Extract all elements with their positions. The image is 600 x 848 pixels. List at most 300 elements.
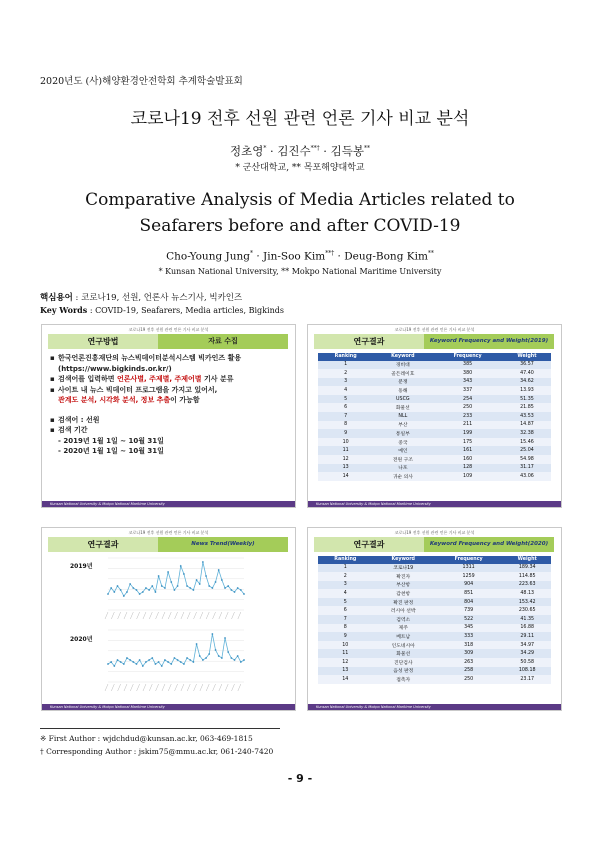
table-cell: 54.98 <box>503 455 551 464</box>
data-point <box>199 655 201 657</box>
table-cell: 확진 판정 <box>373 598 434 607</box>
table-cell: 199 <box>432 429 502 438</box>
table-cell: 예인 <box>373 446 432 455</box>
x-tick-label <box>130 684 133 691</box>
data-point <box>164 587 166 589</box>
x-tick-label <box>118 684 121 691</box>
table-cell: 감천항 <box>373 589 434 598</box>
table-cell: 1259 <box>434 572 504 581</box>
table-cell: 23.17 <box>503 675 551 684</box>
x-tick-label <box>137 612 140 619</box>
table-cell: 베트남 <box>373 632 434 641</box>
table-row <box>318 421 551 430</box>
table-row <box>318 667 551 676</box>
bullet-text: 검색 기간 <box>58 426 88 434</box>
table-cell: 3 <box>318 378 373 387</box>
data-point <box>117 659 119 661</box>
table-cell: 10 <box>318 438 373 447</box>
table-cell: 128 <box>432 464 502 473</box>
table-header-cell: Weight <box>503 353 551 361</box>
author-sep: · <box>266 144 278 158</box>
data-point <box>211 633 213 635</box>
data-point <box>113 665 115 667</box>
slide-title: 코로나19 전후 선원 관련 언론 기사 비교 분석 <box>394 327 475 332</box>
x-tick-label <box>156 612 159 619</box>
table-cell: 34.62 <box>503 378 551 387</box>
data-point <box>158 661 160 663</box>
slide-footer: Kunsan National University & Mokpo National Maritime University <box>42 501 296 507</box>
data-point <box>120 661 122 663</box>
data-point <box>148 659 150 661</box>
table-cell: 9 <box>318 632 373 641</box>
table-row <box>318 464 551 473</box>
data-point <box>136 663 138 665</box>
footnote-first-author: ※ First Author : wjdchdud@kunsan.ac.kr, 063-469-1815 <box>40 734 253 743</box>
table-cell: 47.40 <box>503 369 551 378</box>
data-point <box>161 585 163 587</box>
author-sep: · <box>334 250 345 263</box>
author-1-mark: * <box>263 145 267 153</box>
data-point <box>227 585 229 587</box>
table-row <box>318 386 551 395</box>
table-cell: 380 <box>432 369 502 378</box>
bullet-item <box>50 385 290 406</box>
table-cell: 21.85 <box>503 403 551 412</box>
table-cell: 337 <box>432 386 502 395</box>
table-cell: 25.04 <box>503 446 551 455</box>
table-row <box>318 564 551 573</box>
data-point <box>189 587 191 589</box>
author-sep: · <box>319 144 331 158</box>
data-point <box>117 585 119 587</box>
trend-label-2019: 2019년 <box>70 563 93 570</box>
table-cell: 화물선 <box>373 403 432 412</box>
table-cell: 14.87 <box>503 421 551 430</box>
table-cell: 50.58 <box>503 658 551 667</box>
data-point <box>174 657 176 659</box>
x-tick-label <box>149 684 152 691</box>
table-cell: 1 <box>318 564 373 573</box>
data-point <box>123 595 125 597</box>
table-cell: 골든레이호 <box>373 369 432 378</box>
slide-header-right: 자료 수집 <box>158 334 288 349</box>
table-cell: 5 <box>318 395 373 404</box>
x-tick-label <box>200 612 203 619</box>
bullet-text: 한국언론진흥재단의 뉴스빅데이터분석시스템 빅카인즈 활용 <box>58 354 242 362</box>
table-cell: 3 <box>318 581 373 590</box>
author-3-mark: ** <box>363 145 370 153</box>
table-cell: 51.35 <box>503 395 551 404</box>
bullet-text: 검색어 : 선원 <box>58 415 100 424</box>
data-point <box>240 589 242 591</box>
data-point <box>227 651 229 653</box>
slide-header-right: Keyword Frequency and Weight(2020) <box>424 537 554 552</box>
table-cell: 화물선 <box>373 649 434 658</box>
bullet-item <box>50 425 290 436</box>
conference-header: 2020년도 (사)해양환경안전학회 추계학술발표회 <box>40 76 243 87</box>
data-point <box>126 591 128 593</box>
table-cell: 153.42 <box>503 598 551 607</box>
x-tick-label <box>175 684 178 691</box>
korean-affiliation: * 군산대학교, ** 목포해양대학교 <box>235 163 365 173</box>
table-cell: 중국 <box>373 438 432 447</box>
data-point <box>192 589 194 591</box>
data-point <box>234 659 236 661</box>
table-cell: 211 <box>432 421 502 430</box>
bullet-text: 기사 분류 <box>201 375 234 383</box>
bullet-text: 이 가능함 <box>170 396 200 404</box>
data-point <box>120 589 122 591</box>
table-cell: 부산항 <box>373 581 434 590</box>
table-cell: 48.13 <box>503 589 551 598</box>
x-tick-label <box>187 612 190 619</box>
data-point <box>167 661 169 663</box>
x-tick-label <box>181 684 184 691</box>
keywords-label: 핵심용어 <box>40 293 73 303</box>
table-cell: 13 <box>318 464 373 473</box>
data-point <box>142 591 144 593</box>
table-cell: 러시아 선박 <box>373 606 434 615</box>
table-cell: 851 <box>434 589 504 598</box>
table-cell: 12 <box>318 455 373 464</box>
table-cell: 13 <box>318 667 373 676</box>
table-row <box>318 438 551 447</box>
data-point <box>224 637 226 639</box>
data-point <box>196 643 198 645</box>
table-cell: 263 <box>434 658 504 667</box>
x-tick-label <box>238 684 241 691</box>
table-cell: 8 <box>318 624 373 633</box>
author-2-mark: **† <box>325 250 335 257</box>
data-point <box>237 655 239 657</box>
slide-footer: Kunsan National University & Mokpo National Maritime University <box>308 704 562 710</box>
x-tick-label <box>175 612 178 619</box>
table-cell: 34.29 <box>503 649 551 658</box>
english-affiliation: * Kunsan National University, ** Mokpo National Maritime University <box>158 267 442 276</box>
data-point <box>129 583 131 585</box>
data-point <box>186 657 188 659</box>
period-2019: - 2019년 1월 1일 ~ 10월 31일 <box>58 436 164 445</box>
data-point <box>151 585 153 587</box>
bullet-text: 사이트 내 뉴스 빅데이터 프로그램을 가지고 있어서, <box>58 385 218 394</box>
keywords-label: Key Words <box>40 305 88 315</box>
data-point <box>221 579 223 581</box>
table-cell: 175 <box>432 438 502 447</box>
table-row <box>318 455 551 464</box>
slide-header-left: 연구결과 <box>48 537 158 552</box>
table-cell: 나포 <box>373 464 432 473</box>
table-row <box>318 429 551 438</box>
table-cell: 109 <box>432 472 502 481</box>
data-point <box>218 569 220 571</box>
data-point <box>126 657 128 659</box>
table-cell: 43.53 <box>503 412 551 421</box>
table-cell: 10 <box>318 641 373 650</box>
table-cell: 318 <box>434 641 504 650</box>
bullet-item <box>50 353 290 374</box>
x-tick-label <box>194 684 197 691</box>
data-point <box>139 659 141 661</box>
table-cell: 경비대 <box>373 361 432 370</box>
korean-authors <box>0 143 600 159</box>
table-cell: 귀순 의사 <box>373 472 432 481</box>
data-point <box>221 657 223 659</box>
table-header-cell: Ranking <box>318 353 373 361</box>
slide-methods <box>41 324 296 508</box>
author-1: Cho-Young Jung <box>166 250 250 263</box>
data-point <box>230 657 232 659</box>
data-point <box>174 589 176 591</box>
table-row <box>318 395 551 404</box>
table-row <box>318 412 551 421</box>
x-tick-label <box>238 612 241 619</box>
table-cell: 114.85 <box>503 572 551 581</box>
data-point <box>145 661 147 663</box>
bullet-item <box>50 415 290 426</box>
table-cell: 258 <box>434 667 504 676</box>
table-cell: 41.35 <box>503 615 551 624</box>
data-point <box>243 593 245 595</box>
x-tick-label <box>181 612 184 619</box>
data-point <box>202 659 204 661</box>
slide-header-right: Keyword Frequency and Weight(2019) <box>424 334 554 349</box>
x-tick-label <box>105 612 108 619</box>
korean-title: 코로나19 전후 선원 관련 언론 기사 비교 분석 <box>130 109 470 129</box>
data-point <box>177 659 179 661</box>
data-point <box>167 571 169 573</box>
data-point <box>145 587 147 589</box>
table-cell: 확진자 <box>373 572 434 581</box>
table-cell: 코로나19 <box>373 564 434 573</box>
keywords-english <box>40 305 284 315</box>
slide-header <box>314 537 554 552</box>
table-row <box>318 589 551 598</box>
table-cell: 250 <box>432 403 502 412</box>
table-cell: 7 <box>318 412 373 421</box>
english-authors <box>0 250 600 263</box>
data-point <box>123 663 125 665</box>
table-cell: 223.63 <box>503 581 551 590</box>
author-2-mark: **† <box>310 145 320 153</box>
author-2: 김진수 <box>277 144 311 158</box>
footnote-divider <box>40 728 280 729</box>
data-point <box>155 663 157 665</box>
data-point <box>205 657 207 659</box>
table-cell: 230.65 <box>503 606 551 615</box>
series-line <box>108 562 244 596</box>
table-row <box>318 369 551 378</box>
data-point <box>199 583 201 585</box>
data-point <box>113 591 115 593</box>
table-cell: 108.18 <box>503 667 551 676</box>
bullet-text: 검색어를 입력하면 <box>58 375 117 383</box>
trend-chart-2019 <box>98 554 248 624</box>
x-tick-label <box>232 612 235 619</box>
table-cell: 250 <box>434 675 504 684</box>
table-cell: 12 <box>318 658 373 667</box>
slide-header-left: 연구결과 <box>314 537 424 552</box>
data-point <box>177 585 179 587</box>
table-row <box>318 446 551 455</box>
x-tick-label <box>124 612 127 619</box>
slide-keywords-2019 <box>307 324 562 508</box>
table-row <box>318 624 551 633</box>
data-point <box>110 661 112 663</box>
table-row <box>318 641 551 650</box>
x-tick-label <box>232 684 235 691</box>
slide-footer: Kunsan National University & Mokpo National Maritime University <box>42 704 296 710</box>
footnote-corresponding-author: † Corresponding Author : jskim75@mmu.ac.kr, 061-240-7420 <box>40 747 274 756</box>
methods-bullets <box>50 353 290 457</box>
trend-label-2020: 2020년 <box>70 636 93 643</box>
page-number: - 9 - <box>287 772 313 785</box>
slide-header <box>48 334 288 349</box>
table-cell: 검역소 <box>373 615 434 624</box>
table-cell: 11 <box>318 446 373 455</box>
table-cell: 14 <box>318 675 373 684</box>
data-point <box>110 587 112 589</box>
table-cell: 309 <box>434 649 504 658</box>
table-header-cell: Ranking <box>318 556 373 564</box>
table-row <box>318 615 551 624</box>
data-point <box>192 661 194 663</box>
table-cell: 804 <box>434 598 504 607</box>
table-cell: 통일부 <box>373 429 432 438</box>
trend-chart-2020 <box>98 626 248 696</box>
table-header-cell: Keyword <box>373 353 432 361</box>
author-3: 김득봉 <box>330 144 364 158</box>
table-cell: 522 <box>434 615 504 624</box>
x-tick-label <box>187 684 190 691</box>
keywords-text: : COVID-19, Seafarers, Media articles, Bigkinds <box>87 306 284 315</box>
data-point <box>189 659 191 661</box>
data-point <box>218 655 220 657</box>
table-cell: 진단검사 <box>373 658 434 667</box>
table-cell: 제주 <box>373 624 434 633</box>
keyword-table-2020 <box>318 556 551 684</box>
data-point <box>186 585 188 587</box>
data-point <box>224 587 226 589</box>
table-cell: 8 <box>318 421 373 430</box>
data-point <box>132 587 134 589</box>
data-point <box>196 579 198 581</box>
data-point <box>180 661 182 663</box>
table-row <box>318 572 551 581</box>
x-tick-label <box>137 684 140 691</box>
table-header-cell: Frequency <box>432 353 502 361</box>
table-row <box>318 649 551 658</box>
table-cell: 161 <box>432 446 502 455</box>
table-cell: 13.93 <box>503 386 551 395</box>
data-point <box>215 649 217 651</box>
keywords-text: : 코로나19, 선원, 언론사 뉴스기사, 빅카인즈 <box>72 293 243 303</box>
data-point <box>142 665 144 667</box>
data-point <box>139 593 141 595</box>
table-cell: 15.46 <box>503 438 551 447</box>
table-cell: 14 <box>318 472 373 481</box>
table-cell: 345 <box>434 624 504 633</box>
table-cell: 739 <box>434 606 504 615</box>
data-point <box>230 589 232 591</box>
table-cell: 189.34 <box>503 564 551 573</box>
x-tick-label <box>149 612 152 619</box>
table-cell: 분쟁 <box>373 378 432 387</box>
table-cell: 32.38 <box>503 429 551 438</box>
data-point <box>164 659 166 661</box>
table-cell: 385 <box>432 361 502 370</box>
table-header-cell: Frequency <box>434 556 504 564</box>
author-sep: · <box>252 250 263 263</box>
data-point <box>208 585 210 587</box>
table-cell: 343 <box>432 378 502 387</box>
x-tick-label <box>219 612 222 619</box>
table-cell: 2 <box>318 369 373 378</box>
table-cell: 동해 <box>373 386 432 395</box>
data-point <box>148 589 150 591</box>
data-point <box>180 565 182 567</box>
table-cell: 16.88 <box>503 624 551 633</box>
x-tick-label <box>168 612 171 619</box>
table-cell: 34.97 <box>503 641 551 650</box>
table-cell: 254 <box>432 395 502 404</box>
keywords-korean <box>40 291 242 303</box>
table-header-cell: Weight <box>503 556 551 564</box>
table-cell: 6 <box>318 606 373 615</box>
author-3-mark: ** <box>427 250 434 257</box>
author-1-mark: * <box>249 250 253 257</box>
x-tick-label <box>130 612 133 619</box>
data-point <box>208 653 210 655</box>
slide-header <box>314 334 554 349</box>
table-cell: 29.11 <box>503 632 551 641</box>
x-tick-label <box>111 612 114 619</box>
table-header-cell: Keyword <box>373 556 434 564</box>
table-cell: 5 <box>318 598 373 607</box>
data-point <box>205 575 207 577</box>
table-cell: 음성 판정 <box>373 667 434 676</box>
table-row <box>318 632 551 641</box>
table-cell: 부산 <box>373 421 432 430</box>
keyword-table-2019 <box>318 353 551 481</box>
slide-title: 코로나19 전후 선원 관련 언론 기사 비교 분석 <box>128 530 209 535</box>
table-row <box>318 472 551 481</box>
table-cell: 9 <box>318 429 373 438</box>
bullet-item <box>50 374 290 385</box>
x-tick-label <box>194 612 197 619</box>
table-row <box>318 581 551 590</box>
bigkinds-url: (https://www.bigkinds.or.kr/) <box>58 364 172 373</box>
slide-news-trend <box>41 527 296 711</box>
data-point <box>155 591 157 593</box>
data-point <box>183 573 185 575</box>
table-row <box>318 598 551 607</box>
table-cell: 43.06 <box>503 472 551 481</box>
data-point <box>107 593 109 595</box>
x-tick-label <box>162 684 165 691</box>
table-cell: 접촉자 <box>373 675 434 684</box>
table-cell: 904 <box>434 581 504 590</box>
bullet-highlight: 언론사별, 주제별, 주제어별 <box>116 375 202 383</box>
data-point <box>211 587 213 589</box>
table-cell: NLL <box>373 412 432 421</box>
slide-keywords-2020 <box>307 527 562 711</box>
data-point <box>158 575 160 577</box>
table-row <box>318 658 551 667</box>
x-tick-label <box>225 612 228 619</box>
table-cell: 1 <box>318 361 373 370</box>
x-tick-label <box>213 612 216 619</box>
author-2: Jin-Soo Kim <box>263 250 326 263</box>
